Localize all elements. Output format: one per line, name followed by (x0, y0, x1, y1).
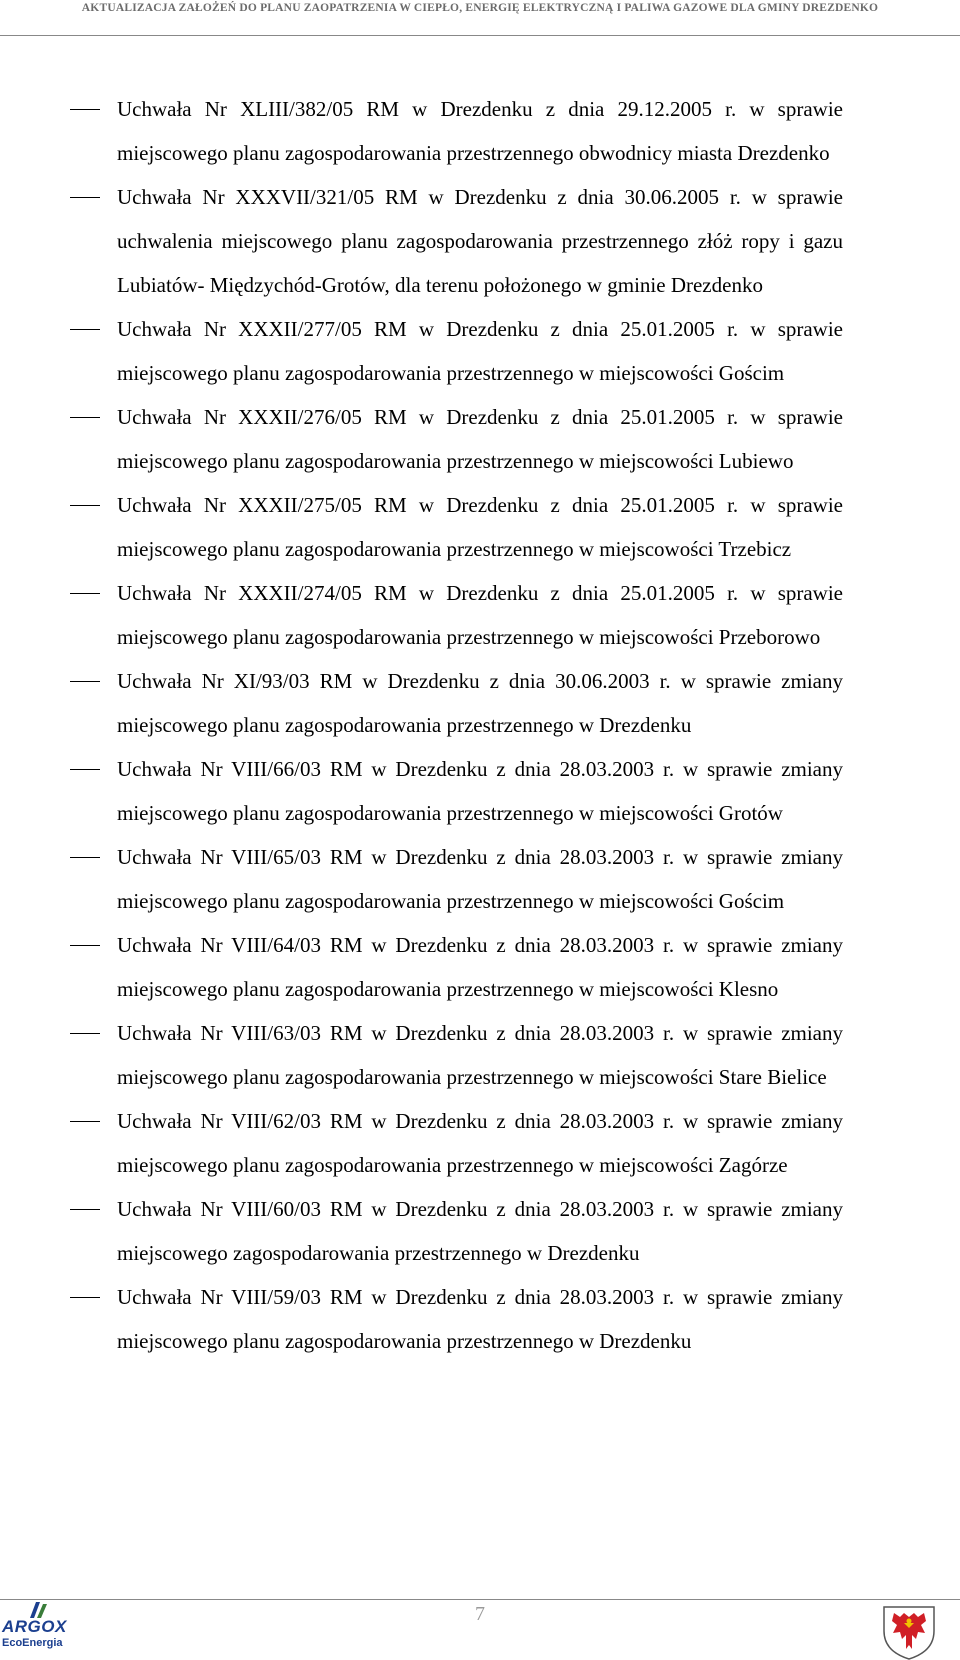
running-header: AKTUALIZACJA ZAŁOŻEŃ DO PLANU ZAOPATRZENIA W CIEPŁO, ENERGIĘ ELEKTRYCZNĄ I PALIWA GAZOWE DLA GMINY DREZDENKO (81, 2, 879, 14)
list-item-text: Uchwała Nr XXXII/275/05 RM w Drezdenku z dnia 25.01.2005 r. w sprawie miejscowego planu zagospodarowania przestrzennego w miejscowości Trzebicz (117, 493, 843, 561)
list-item (0, 307, 843, 395)
page-number: 7 (475, 1603, 485, 1625)
list-item-text: Uchwała Nr VIII/62/03 RM w Drezdenku z dnia 28.03.2003 r. w sprawie zmiany miejscowego planu zagospodarowania przestrzennego w miejscowości Zagórze (117, 1109, 843, 1177)
footer-divider (0, 1599, 960, 1600)
list-item-text: Uchwała Nr XXXII/277/05 RM w Drezdenku z dnia 25.01.2005 r. w sprawie miejscowego planu zagospodarowania przestrzennego w miejscowości Gościm (117, 317, 843, 385)
resolution-list (0, 87, 960, 1363)
list-item-text: Uchwała Nr VIII/65/03 RM w Drezdenku z dnia 28.03.2003 r. w sprawie zmiany miejscowego planu zagospodarowania przestrzennego w miejscowości Gościm (117, 845, 843, 913)
list-item-text: Uchwała Nr VIII/60/03 RM w Drezdenku z dnia 28.03.2003 r. w sprawie zmiany miejscowego zagospodarowania przestrzennego w Drezdenku (117, 1197, 843, 1265)
list-item (0, 923, 843, 1011)
coat-of-arms-icon (880, 1605, 938, 1660)
list-item-text: Uchwała Nr VIII/63/03 RM w Drezdenku z dnia 28.03.2003 r. w sprawie zmiany miejscowego planu zagospodarowania przestrzennego w miejscowości Stare Bielice (117, 1021, 843, 1089)
list-item (0, 175, 843, 307)
list-item (0, 571, 843, 659)
list-item (0, 659, 843, 747)
list-item-text: Uchwała Nr XXXII/274/05 RM w Drezdenku z dnia 25.01.2005 r. w sprawie miejscowego planu zagospodarowania przestrzennego w miejscowości Przeborowo (117, 581, 843, 649)
logo-sub-text: EcoEnergia (2, 1637, 63, 1649)
list-item (0, 747, 843, 835)
list-item (0, 1275, 843, 1363)
list-item-text: Uchwała Nr VIII/64/03 RM w Drezdenku z dnia 28.03.2003 r. w sprawie zmiany miejscowego planu zagospodarowania przestrzennego w miejscowości Klesno (117, 933, 843, 1001)
list-item (0, 87, 843, 175)
list-item-text: Uchwała Nr XI/93/03 RM w Drezdenku z dnia 30.06.2003 r. w sprawie zmiany miejscowego planu zagospodarowania przestrzennego w Drezdenku (117, 669, 843, 737)
list-item-text: Uchwała Nr XLIII/382/05 RM w Drezdenku z dnia 29.12.2005 r. w sprawie miejscowego planu zagospodarowania przestrzennego obwodnicy miasta Drezdenko (117, 97, 843, 165)
list-item-text: Uchwała Nr VIII/59/03 RM w Drezdenku z dnia 28.03.2003 r. w sprawie zmiany miejscowego planu zagospodarowania przestrzennego w Drezdenku (117, 1285, 843, 1353)
header-divider (0, 35, 960, 36)
list-item (0, 1099, 843, 1187)
list-item (0, 1011, 843, 1099)
list-item-text: Uchwała Nr VIII/66/03 RM w Drezdenku z dnia 28.03.2003 r. w sprawie zmiany miejscowego planu zagospodarowania przestrzennego w miejscowości Grotów (117, 757, 843, 825)
list-item-text: Uchwała Nr XXXVII/321/05 RM w Drezdenku z dnia 30.06.2005 r. w sprawie uchwalenia miejscowego planu zagospodarowania przestrzennego złóż ropy i gazu Lubiatów- Międzychód-Grotów, dla terenu położonego w gminie Drezdenko (117, 185, 843, 297)
argox-logo (0, 1600, 84, 1660)
list-item (0, 483, 843, 571)
list-item (0, 1187, 843, 1275)
list-item-text: Uchwała Nr XXXII/276/05 RM w Drezdenku z dnia 25.01.2005 r. w sprawie miejscowego planu zagospodarowania przestrzennego w miejscowości Lubiewo (117, 405, 843, 473)
list-item (0, 395, 843, 483)
list-item (0, 835, 843, 923)
logo-brand-text: ARGOX (2, 1617, 67, 1636)
